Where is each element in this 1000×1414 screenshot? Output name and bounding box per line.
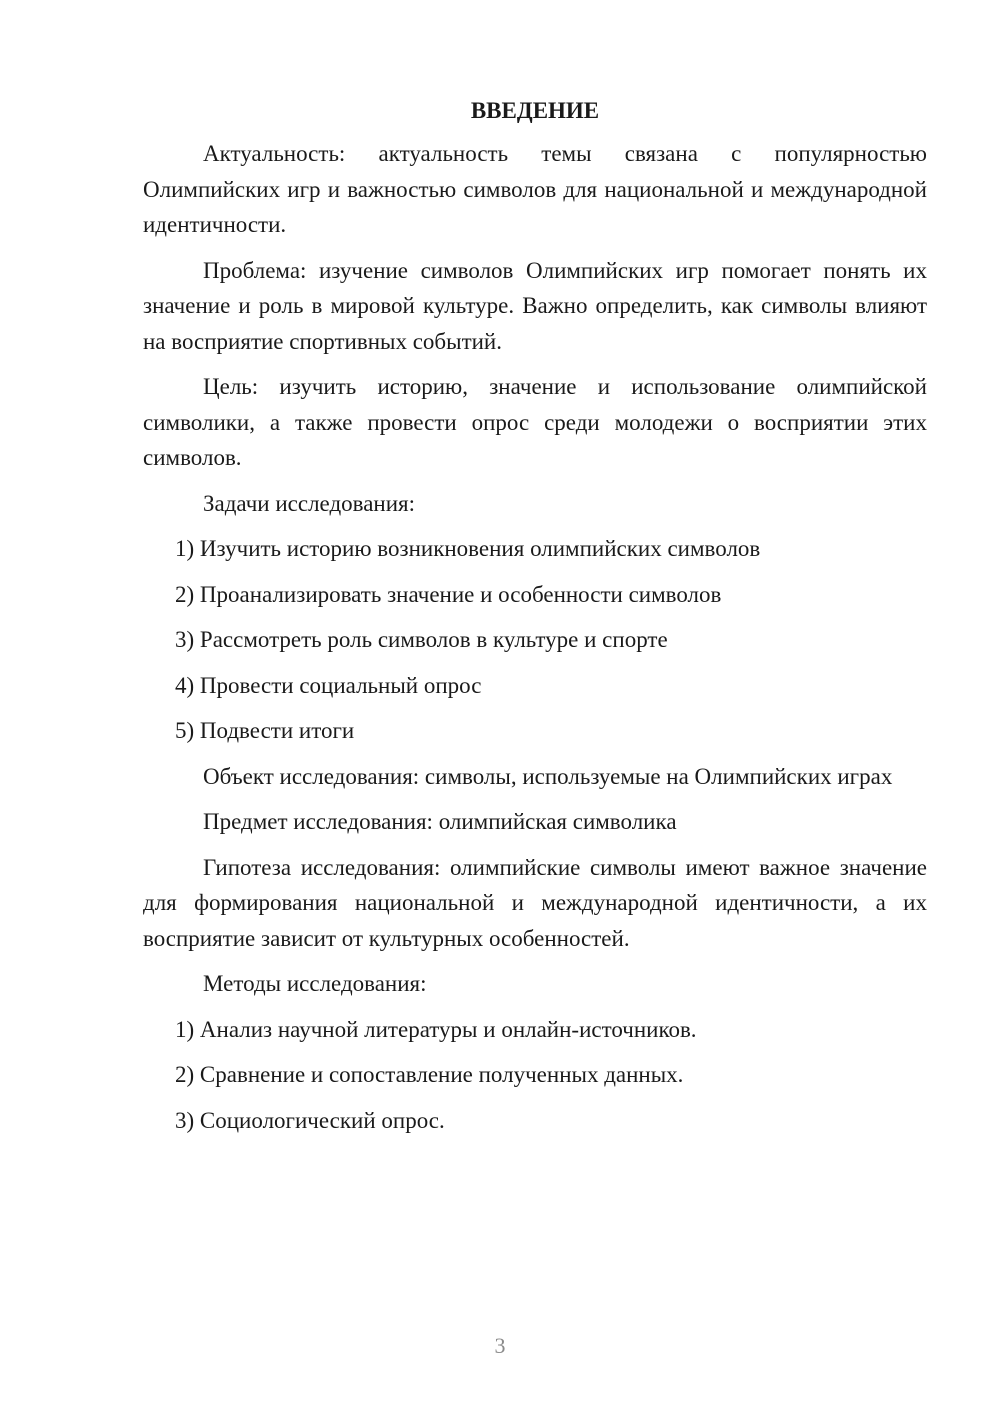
page-number: 3 (494, 1333, 506, 1358)
hypothesis-paragraph: Гипотеза исследования: олимпийские символы имеют важное значение для формирования национальной и международной идентичности, а их восприятие зависит от культурных особенностей. (143, 854, 927, 951)
methods-heading: Методы исследования: (203, 971, 427, 996)
task-item: 5) Подвести итоги (175, 718, 355, 743)
task-item: 4) Провести социальный опрос (175, 672, 482, 698)
subject-paragraph: Предмет исследования: олимпийская символика (203, 809, 677, 834)
problem-paragraph: Проблема: изучение символов Олимпийских игр помогает понять их значение и роль в мировой культуре. Важно определить, как символы влияют на восприятие спортивных событий. (143, 257, 927, 354)
section-title: ВВЕДЕНИЕ (470, 98, 600, 123)
method-item: 1) Анализ научной литературы и онлайн-источников. (175, 1016, 697, 1042)
method-item: 2) Сравнение и сопоставление полученных данных. (175, 1062, 684, 1087)
page-content (143, 96, 927, 1148)
method-item: 3) Социологический опрос. (175, 1107, 445, 1133)
task-item: 2) Проанализировать значение и особенности символов (175, 581, 722, 607)
relevance-paragraph: Актуальность: актуальность темы связана с популярностью Олимпийских игр и важностью символов для национальной и международной идентичности. (143, 141, 927, 237)
tasks-heading: Задачи исследования: (203, 490, 416, 516)
object-paragraph: Объект исследования: символы, используемые на Олимпийских играх (203, 763, 893, 789)
task-item: 3) Рассмотреть роль символов в культуре и спорте (175, 627, 668, 652)
task-item: 1) Изучить историю возникновения олимпийских символов (175, 536, 761, 561)
goal-paragraph: Цель: изучить историю, значение и использование олимпийской символики, а также провести опрос среди молодежи о восприятии этих символов. (143, 374, 927, 470)
